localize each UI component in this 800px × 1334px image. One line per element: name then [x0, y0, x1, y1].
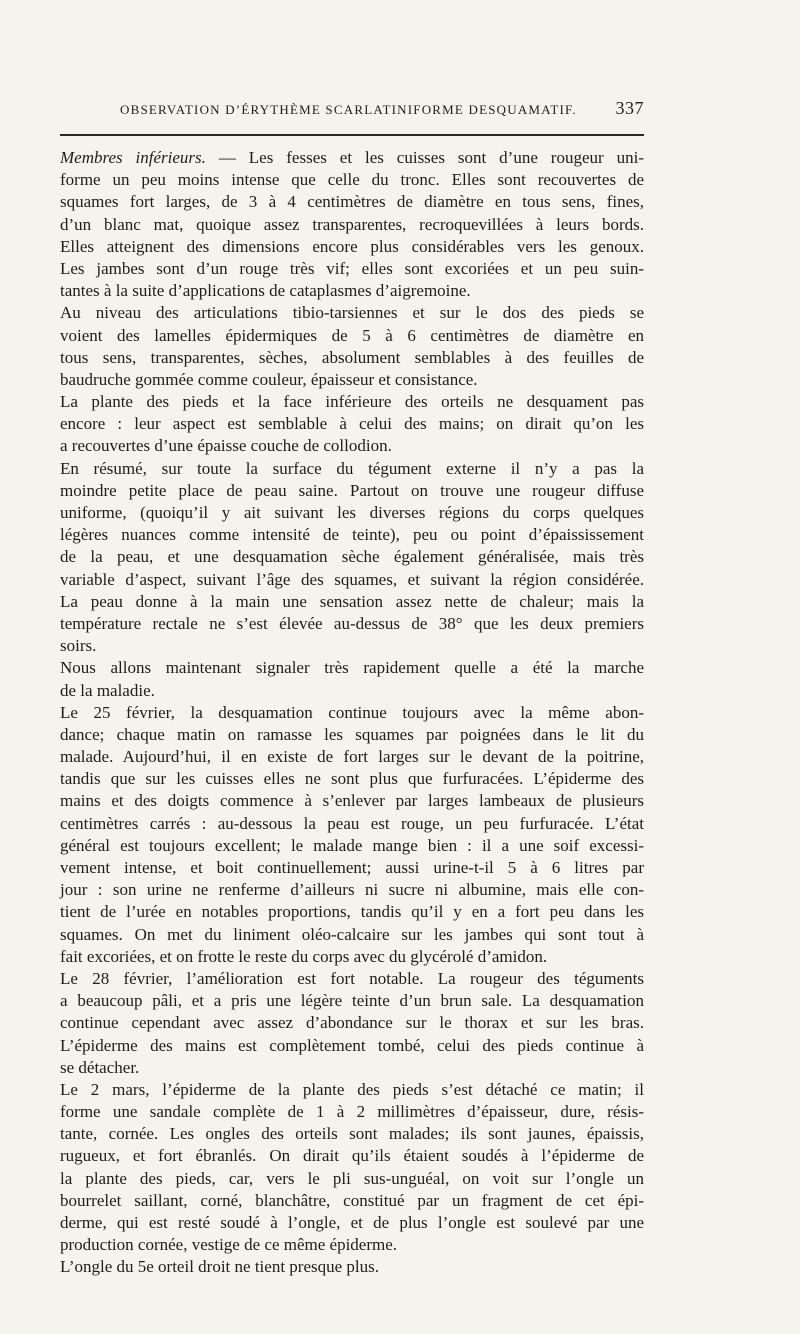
- text-line: dance; chaque matin on ramasse les squames par poignées dans le lit du: [60, 724, 644, 744]
- text-line: d’un blanc mat, quoique assez transparentes, recroquevillées à leurs bords.: [60, 214, 644, 234]
- text-line: vement intense, et boit continuellement; aussi urine-t-il 5 à 6 litres par: [60, 858, 644, 877]
- running-head: [60, 98, 644, 128]
- text-line: uniforme, (quoiqu’il y ait suivant les diverses régions du corps quelques: [60, 503, 644, 522]
- text-line: [60, 147, 644, 169]
- text-line: tantes à la suite d’applications de cataplasmes d’aigremoine.: [60, 281, 471, 301]
- header-rule: [60, 134, 644, 136]
- text-line: production cornée, vestige de ce même épiderme.: [60, 1235, 398, 1255]
- text-line: moindre petite place de peau saine. Partout on trouve une rougeur diffuse: [60, 480, 644, 500]
- text-line: a recouvertes d’une épaisse couche de collodion.: [60, 436, 392, 456]
- text-line: centimètres carrés : au-dessous la peau est rouge, un peu furfuracée. L’état: [60, 813, 644, 833]
- text-line: malade. Aujourd’hui, il en existe de fort larges sur le devant de la poitrine,: [60, 747, 644, 767]
- text-line: baudruche gommée comme couleur, épaisseur et consistance.: [60, 369, 478, 389]
- text-line: La peau donne à la main une sensation assez nette de chaleur; mais la: [60, 591, 644, 611]
- text-line: squames. On met du liniment oléo-calcaire sur les jambes qui sont tout à: [60, 924, 644, 944]
- text-line: de la maladie.: [60, 680, 155, 700]
- text-line: se détacher.: [60, 1057, 140, 1077]
- text-line: Au niveau des articulations tibio-tarsiennes et sur le dos des pieds se: [60, 303, 644, 323]
- text-line: jour : son urine ne renferme d’ailleurs ni sucre ni albumine, mais elle con-: [60, 880, 644, 900]
- text-line: tandis que sur les cuisses elles ne sont plus que furfuracées. L’épiderme des: [60, 769, 644, 789]
- text-line: tous sens, transparentes, sèches, absolument semblables à des feuilles de: [60, 347, 644, 367]
- text-line: L’ongle du 5e orteil droit ne tient presque plus.: [60, 1257, 379, 1277]
- text-line: a beaucoup pâli, et a pris une légère teinte d’un brun sale. La desquamation: [60, 991, 644, 1011]
- text-line: bourrelet saillant, corné, blanchâtre, constitué par un fragment de cet épi-: [60, 1190, 644, 1210]
- text-line: légères nuances comme intensité de teinte), peu ou point d’épaississement: [60, 525, 644, 545]
- text-line: derme, qui est resté soudé à l’ongle, et de plus l’ongle est soulevé par une: [60, 1213, 644, 1232]
- text-line: la plante des pieds, car, vers le pli sus-unguéal, on voit sur l’ongle un: [60, 1168, 644, 1188]
- text-line: voient des lamelles épidermiques de 5 à 6 centimètres de diamètre en: [60, 325, 644, 345]
- text-line: Le 2 mars, l’épiderme de la plante des pieds s’est détaché ce matin; il: [60, 1079, 644, 1099]
- text-line: soirs.: [60, 636, 97, 656]
- text-line: En résumé, sur toute la surface du tégument externe il n’y a pas la: [60, 458, 644, 478]
- text-line: de la peau, et une desquamation sèche également généralisée, mais très: [60, 547, 644, 567]
- section-heading: Membres inférieurs.: [60, 148, 206, 167]
- text-line: tante, cornée. Les ongles des orteils sont malades; ils sont jaunes, épaissis,: [60, 1124, 644, 1144]
- text-line: fait excoriées, et on frotte le reste du corps avec du glycérolé d’amidon.: [60, 946, 548, 966]
- text-line: Le 25 février, la desquamation continue toujours avec la même abon-: [60, 702, 644, 722]
- text-line: température rectale ne s’est élevée au-dessus de 38° que les deux premiers: [60, 613, 644, 633]
- text-line: L’épiderme des mains est complètement tombé, celui des pieds continue à: [60, 1035, 644, 1055]
- text-line: tient de l’urée en notables proportions, tandis qu’il y en a fort peu dans les: [60, 902, 644, 922]
- text-line: La plante des pieds et la face inférieure des orteils ne desquament pas: [60, 392, 644, 412]
- text-line: squames fort larges, de 3 à 4 centimètres de diamètre en tous sens, fines,: [60, 192, 644, 212]
- text-line: Le 28 février, l’amélioration est fort notable. La rougeur des téguments: [60, 968, 644, 988]
- running-title: OBSERVATION D’ÉRYTHÈME SCARLATINIFORME DESQUAMATIF.: [120, 102, 577, 117]
- text-line: forme une sandale complète de 1 à 2 millimètres d’épaisseur, dure, résis-: [60, 1102, 644, 1122]
- text-line: rugueux, et fort ébranlés. On dirait qu’ils étaient soudés à l’épiderme de: [60, 1146, 644, 1166]
- text-line: variable d’aspect, suivant l’âge des squames, et suivant la région considérée.: [60, 569, 644, 589]
- text-line: encore : leur aspect est semblable à celui des mains; on dirait qu’on les: [60, 414, 644, 434]
- text-line: général est toujours excellent; le malade mange bien : il a une soif excessi-: [60, 835, 644, 855]
- text-line: forme un peu moins intense que celle du tronc. Elles sont recouvertes de: [60, 170, 644, 190]
- text-line: Elles atteignent des dimensions encore plus considérables vers les genoux.: [60, 236, 644, 256]
- page-number: 337: [615, 98, 644, 118]
- body-text: [60, 147, 644, 1279]
- text-line: continue cependant avec assez d’abondance sur le thorax et sur les bras.: [60, 1013, 644, 1033]
- text-line: mains et des doigts commence à s’enlever par larges lambeaux de plusieurs: [60, 791, 644, 811]
- text-line-content: — Les fesses et les cuisses sont d’une rougeur uni-: [205, 148, 644, 167]
- text-line: Nous allons maintenant signaler très rapidement quelle a été la marche: [60, 658, 644, 678]
- text-line: Les jambes sont d’un rouge très vif; elles sont excoriées et un peu suin-: [60, 258, 644, 278]
